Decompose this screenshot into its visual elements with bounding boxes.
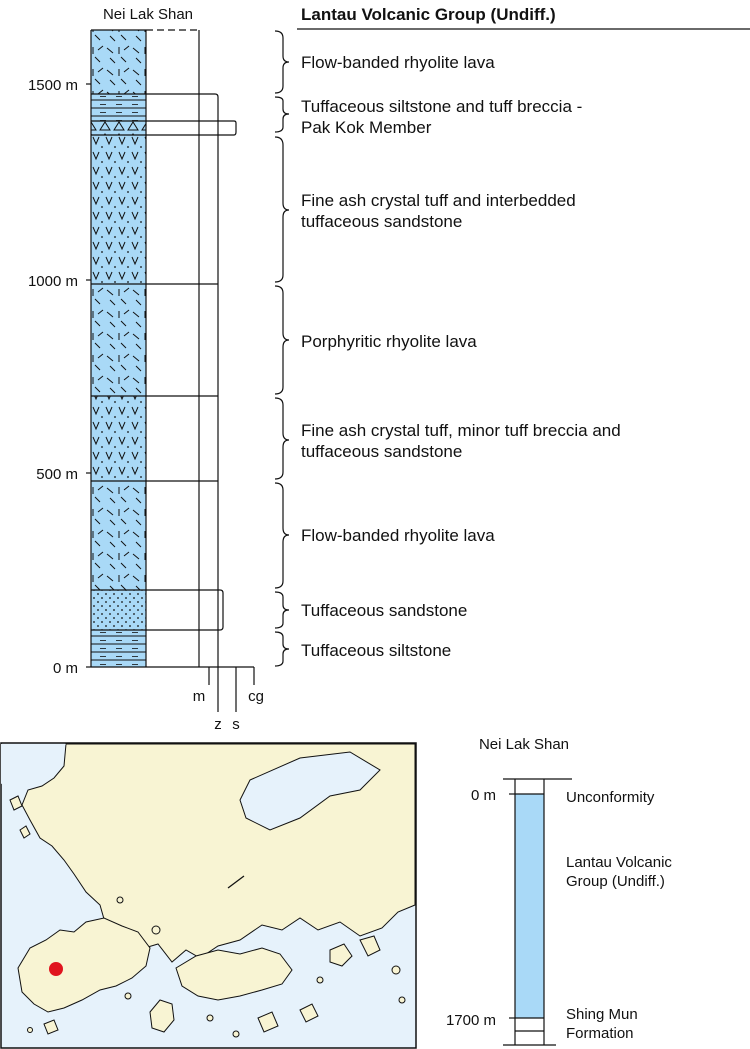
lava-pattern-lower	[91, 481, 146, 590]
summary-group-line2: Group (Undiff.)	[566, 873, 665, 890]
scale-label-1500: 1500 m	[27, 77, 78, 94]
scale-label-1000: 1000 m	[27, 273, 78, 290]
tuff-pattern-upper	[91, 135, 146, 284]
breccia-pattern-pak-kok	[91, 121, 146, 135]
siltstone-pattern-base	[91, 630, 146, 667]
unit-fine-ash-upper-line2: tuffaceous sandstone	[301, 212, 463, 231]
unit-flow-banded-lower: Flow-banded rhyolite lava	[301, 526, 495, 545]
grain-label-conglomerate: cg	[248, 688, 264, 705]
grain-label-sand: s	[232, 716, 240, 733]
summary-column	[446, 736, 672, 1045]
summary-unconformity: Unconformity	[566, 789, 655, 806]
grain-label-mud: m	[192, 688, 206, 705]
unit-fine-ash-lower-line2: tuffaceous sandstone	[301, 442, 463, 461]
summary-base-line2: Formation	[566, 1025, 634, 1042]
grain-label-silt: z	[214, 716, 222, 733]
unit-tuffaceous-sandstone: Tuffaceous sandstone	[301, 601, 468, 620]
summary-fill	[515, 794, 544, 1018]
scale-label-500: 500 m	[36, 466, 78, 483]
column-heading: Lantau Volcanic Group (Undiff.)	[301, 5, 556, 24]
scale-label-0: 0 m	[52, 660, 78, 677]
sandstone-pattern	[91, 590, 146, 630]
lava-pattern-top	[91, 30, 146, 94]
unit-pak-kok-line2: Pak Kok Member	[301, 118, 432, 137]
lava-pattern-porphyritic	[91, 284, 146, 396]
location-map	[1, 743, 416, 1048]
tuff-pattern-lower	[91, 396, 146, 481]
summary-bottom-label: 1700 m	[445, 1012, 496, 1029]
summary-group-line1: Lantau Volcanic	[566, 854, 672, 871]
summary-top-label: 0 m	[470, 787, 496, 804]
siltstone-pattern-pak-kok	[91, 94, 146, 121]
unit-pak-kok-line1: Tuffaceous siltstone and tuff breccia -	[301, 97, 583, 116]
unit-flow-banded-upper: Flow-banded rhyolite lava	[301, 53, 495, 72]
unit-braces	[275, 31, 289, 666]
unit-fine-ash-lower-line1: Fine ash crystal tuff, minor tuff breccia and	[301, 421, 621, 440]
summary-base-line1: Shing Mun	[566, 1006, 638, 1023]
location-marker	[49, 962, 63, 976]
unit-porphyritic: Porphyritic rhyolite lava	[301, 332, 477, 351]
unit-tuffaceous-siltstone: Tuffaceous siltstone	[301, 641, 452, 660]
unit-fine-ash-upper-line1: Fine ash crystal tuff and interbedded	[301, 191, 576, 210]
stratigraphic-column	[28, 5, 750, 733]
column-title: Nei Lak Shan	[102, 6, 194, 23]
summary-title: Nei Lak Shan	[478, 736, 570, 753]
